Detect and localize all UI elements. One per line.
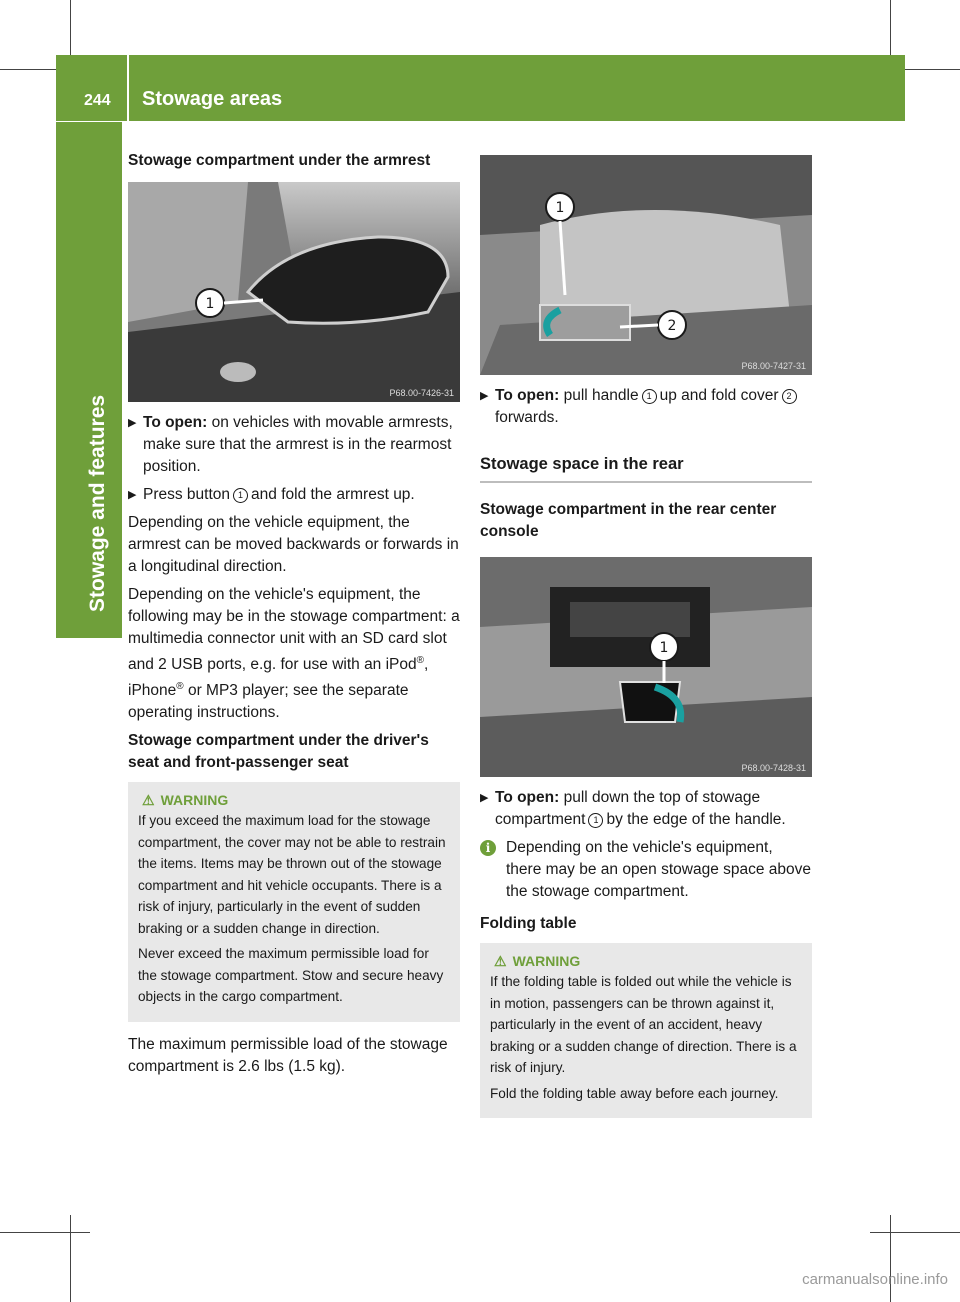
crop-mark: [0, 1232, 90, 1233]
svg-text:2: 2: [667, 318, 677, 334]
step-text: pull handle: [563, 387, 639, 404]
step-text: forwards.: [495, 409, 559, 426]
arrow-icon: ▶: [128, 489, 137, 501]
step-text: on vehicles with movable armrests, make sure that the armrest is in the rearmost position.: [143, 414, 453, 475]
heading-folding-table: Folding table: [480, 915, 577, 932]
callout-number: 2: [782, 389, 797, 404]
paragraph-text: , iPhone: [128, 656, 429, 700]
image-code: P68.00-7426-31: [389, 388, 454, 398]
arrow-icon: ▶: [480, 390, 489, 402]
svg-text:1: 1: [555, 200, 565, 216]
info-note: [480, 837, 812, 903]
armrest-photo: [128, 182, 460, 402]
warning-label: WARNING: [512, 953, 581, 969]
seat-stowage-photo: [480, 155, 812, 375]
heading-under-seat: Stowage compartment under the driver's seat and front-passenger seat: [128, 732, 429, 772]
step-to-open-rear: [480, 787, 812, 831]
step-to-open-armrest: [128, 412, 460, 478]
seat-illustration: [480, 155, 812, 375]
paragraph: [128, 584, 460, 724]
left-column: [128, 150, 460, 1084]
crop-mark: [70, 1215, 71, 1302]
section-heading-rear: Stowage space in the rear: [480, 453, 812, 483]
page-number: 244: [84, 92, 111, 109]
paragraph: The maximum permissible load of the stowage compartment is 2.6 lbs (1.5 kg).: [128, 1035, 448, 1075]
step-label: To open:: [495, 789, 560, 806]
warning-text: Fold the folding table away before each journey.: [490, 1085, 779, 1101]
warning-title: [142, 790, 450, 810]
warning-title: [494, 951, 802, 971]
rear-console-illustration: [480, 557, 812, 777]
rear-console-photo: [480, 557, 812, 777]
watermark: carmanualsonline.info: [802, 1271, 948, 1288]
warning-label: WARNING: [160, 792, 229, 809]
step-text: by the edge of the handle.: [606, 811, 786, 828]
side-tab-label: Stowage and features: [86, 394, 109, 612]
paragraph-text: or MP3 player; see the separate operating instructions.: [128, 682, 409, 722]
crop-mark: [890, 1215, 891, 1302]
warning-text: If the folding table is folded out while the vehicle is in motion, passengers can be thrown against it, particularly in the event of an accident, heavy braking or a sudden change of direction. There is a risk of injury.: [490, 974, 797, 1075]
step-label: To open:: [143, 414, 208, 431]
info-icon: i: [480, 840, 496, 856]
step-text: and fold the armrest up.: [251, 486, 415, 503]
image-code: P68.00-7428-31: [741, 763, 806, 773]
armrest-illustration: [128, 182, 460, 402]
step-text: up and fold cover: [659, 387, 779, 404]
header-divider: [127, 55, 129, 121]
step-to-open-seat: [480, 385, 812, 429]
paragraph: Depending on the vehicle equipment, the armrest can be moved backwards or forwards in a longitudinal direction.: [128, 514, 459, 575]
warning-triangle-icon: ⚠: [142, 792, 155, 809]
paragraph-text: Depending on the vehicle's equipment, the following may be in the stowage compartment: a multimedia connector unit with an SD card slot and 2 USB ports, e.g. for use with an iPod: [128, 586, 460, 674]
step-press-button: [128, 484, 460, 506]
image-code: P68.00-7427-31: [741, 361, 806, 371]
warning-box: [480, 943, 812, 1118]
warning-text: Never exceed the maximum permissible load for the stowage compartment. Stow and secure heavy objects in the cargo compartment.: [138, 946, 444, 1005]
callout-number: 1: [642, 389, 657, 404]
right-column: [480, 150, 812, 1130]
callout-number: 1: [233, 488, 248, 503]
arrow-icon: ▶: [480, 792, 489, 804]
step-label: To open:: [495, 387, 560, 404]
warning-triangle-icon: ⚠: [494, 953, 507, 969]
crop-mark: [870, 1232, 960, 1233]
heading-armrest: Stowage compartment under the armrest: [128, 152, 431, 169]
registered-mark: ®: [176, 681, 184, 693]
callout-number: 1: [588, 813, 603, 828]
heading-rear-console: Stowage compartment in the rear center console: [480, 501, 777, 540]
registered-mark: ®: [416, 655, 425, 666]
arrow-icon: ▶: [128, 417, 137, 429]
step-text: pull down the top of stowage compartment: [495, 789, 761, 828]
warning-text: If you exceed the maximum load for the stowage compartment, the cover may not be able to restrain the items. Items may be thrown out of the stowage compartment and hit vehicle occupants. There is a risk of injury, particularly in the event of sudden braking or a sudden change in direction.: [138, 813, 446, 936]
info-text: Depending on the vehicle's equipment, there may be an open stowage space above the stowage compartment.: [506, 839, 812, 900]
step-text: Press button: [143, 486, 231, 503]
page-title: Stowage areas: [142, 88, 283, 110]
warning-box: [128, 782, 460, 1022]
svg-text:1: 1: [659, 640, 669, 656]
svg-text:1: 1: [205, 296, 215, 312]
